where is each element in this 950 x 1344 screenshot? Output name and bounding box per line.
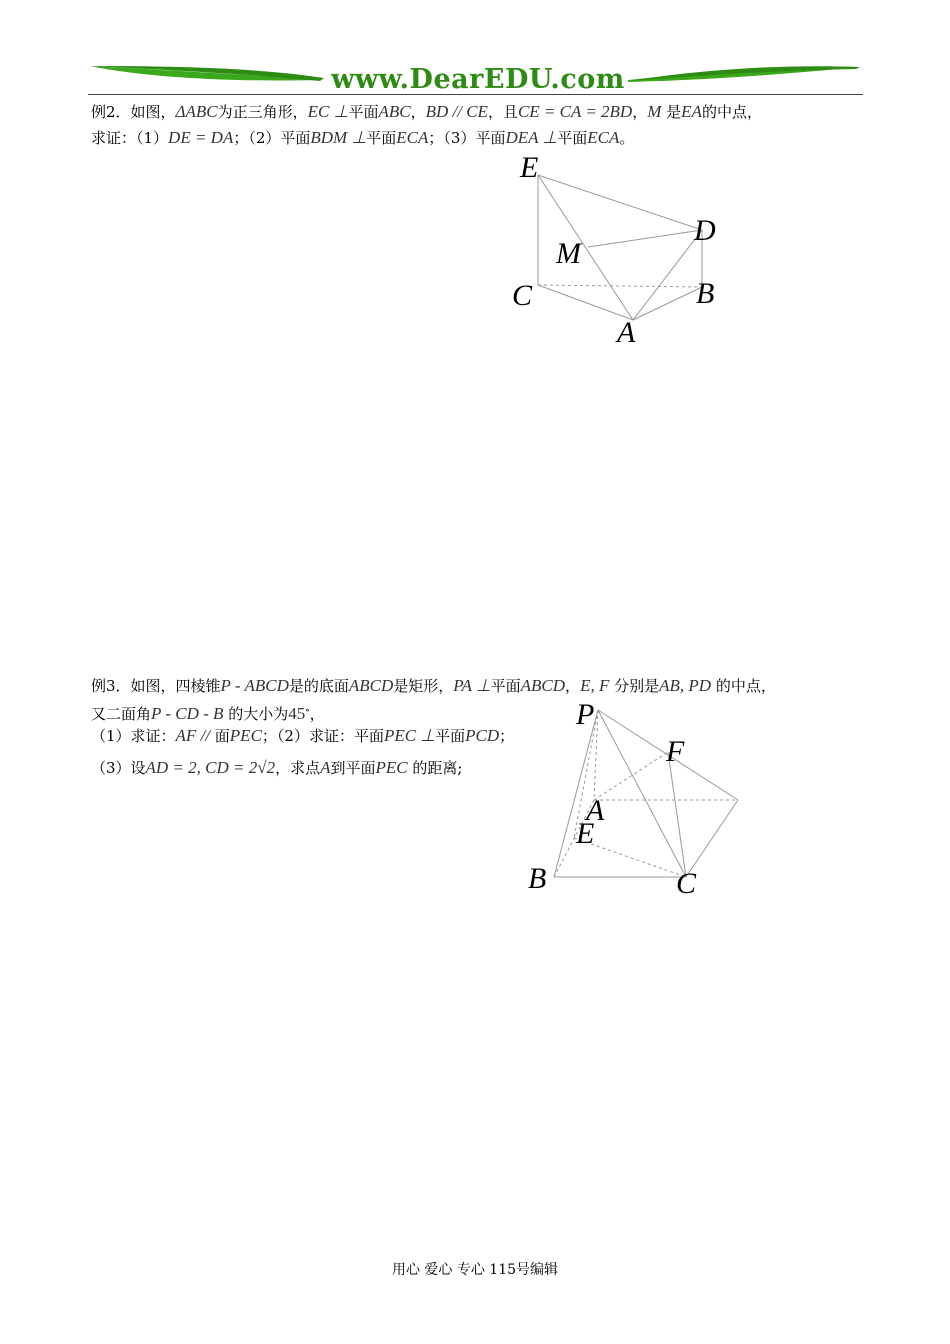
- vertex-label-A: A: [617, 316, 636, 349]
- ex2-l2-p4: 平面: [366, 129, 397, 147]
- ex3-l3-p2: 面: [210, 727, 230, 745]
- ex3-l2-p2: 的大小为: [223, 705, 289, 723]
- ex3-l4-p5: PEC: [375, 758, 408, 777]
- example2-statement-line2: [91, 128, 634, 148]
- ex3-l1-p6: 平面: [490, 677, 521, 695]
- edge-DA: [633, 230, 702, 320]
- vertex-label-C: C: [512, 279, 533, 312]
- example3-statement-line4: [91, 758, 462, 778]
- ex2-l1-p2: 为正三角形，: [217, 103, 308, 121]
- ex3-l1-p2: 是的底面: [288, 677, 349, 695]
- vertex-label-B: B: [528, 862, 547, 895]
- ex3-l1-p3: ABCD: [348, 676, 394, 695]
- ex3-l3-p3: PEC: [229, 726, 262, 745]
- ex2-l1-p13: EA: [681, 102, 702, 121]
- ex2-l2-p8: 平面: [557, 129, 588, 147]
- ex3-l2-p4: ，: [309, 705, 325, 723]
- ex3-l1-p12: 的中点，: [711, 677, 776, 695]
- ex2-l2-p10: 。: [619, 129, 635, 147]
- ex2-l2-p3: BDM ⊥: [310, 128, 367, 147]
- ex2-l1-p11: M: [647, 102, 662, 121]
- ex2-l1-p8: ，且: [487, 103, 518, 121]
- ex3-l1-p11: AB, PD: [659, 676, 712, 695]
- ex3-l1-p8: ，: [565, 677, 581, 695]
- ex2-l2-p7: DEA ⊥: [505, 128, 558, 147]
- ex3-l1-p9: E, F: [580, 676, 610, 695]
- vertex-label-B: B: [696, 277, 715, 310]
- ex3-l3-p8: ；: [499, 727, 515, 745]
- ex3-l3-p5: PEC ⊥: [383, 726, 436, 745]
- ex3-l4-p1: AD = 2, CD = 2√2: [145, 758, 276, 777]
- edge-CB-hidden: [538, 285, 702, 287]
- edge-CF: [668, 752, 686, 877]
- ex3-l3-p1: AF //: [175, 726, 211, 745]
- ex3-l3-p7: PCD: [465, 726, 500, 745]
- ex2-l1-p1: ΔABC: [175, 102, 218, 121]
- ex2-l1-p5: ABC: [378, 102, 411, 121]
- ex2-l1-p9: CE = CA = 2BD: [517, 102, 633, 121]
- example3-statement-line2: 又二面角P - CD - B 的大小为45∘，: [91, 704, 325, 723]
- ex3-l2-p1: P - CD - B: [151, 704, 224, 723]
- ex2-l2-p2: ；（2）平面: [233, 129, 311, 147]
- ex3-l3-p0: （1）求证：: [91, 727, 176, 745]
- ex2-l2-p5: ECA: [396, 128, 429, 147]
- header-divider: [88, 94, 863, 95]
- vertex-label-C: C: [676, 867, 697, 900]
- vertex-label-A: A: [586, 794, 605, 827]
- vertex-label-F: F: [666, 735, 685, 768]
- ex3-l2-p0: 又二面角: [91, 705, 152, 723]
- edge-EA: [538, 175, 633, 320]
- ex2-l1-p10: ，: [632, 103, 648, 121]
- ex2-l1-p4: 平面: [348, 103, 379, 121]
- ex3-l1-p5: PA ⊥: [453, 676, 491, 695]
- ex3-l4-p2: ，求点: [275, 759, 321, 777]
- vertex-label-D: D: [694, 214, 716, 247]
- vertex-label-M: M: [556, 237, 581, 270]
- ex2-l1-p14: 的中点，: [701, 103, 762, 121]
- edge-MD: [588, 230, 702, 247]
- edge-CD: [686, 800, 738, 877]
- ex3-l3-p4: ；（2）求证：平面: [261, 727, 384, 745]
- ex2-l1-p12: 是: [661, 103, 682, 121]
- ex3-l4-p6: 的距离;: [407, 759, 463, 777]
- edge-ED: [538, 175, 702, 230]
- ex2-l2-p0: 求证：（1）: [91, 129, 169, 147]
- ex3-l1-p4: 是矩形，: [393, 677, 454, 695]
- ex2-l1-p3: EC ⊥: [307, 102, 349, 121]
- ex2-l2-p6: ；（3）平面: [428, 129, 506, 147]
- page-footer: 用心 爱心 专心 115号编辑: [391, 1262, 559, 1278]
- ex3-l1-p10: 分别是: [609, 677, 660, 695]
- ex3-l4-p0: （3）设: [91, 759, 146, 777]
- vertex-label-P: P: [576, 698, 595, 731]
- example3-statement-line3: [91, 726, 514, 746]
- site-header-banner: [88, 60, 863, 96]
- vertex-label-E: E: [520, 151, 539, 184]
- ex3-l1-p0: 例3．如图，四棱锥: [91, 677, 221, 695]
- ex2-l1-p6: ，: [410, 103, 426, 121]
- edge-AF-hidden: [594, 752, 668, 800]
- example2-statement-line1: [91, 102, 762, 122]
- ex3-l1-p7: ABCD: [520, 676, 566, 695]
- example3-pyramid-figure: [520, 690, 760, 910]
- site-brand-logo: www.DearEDU.com: [331, 64, 625, 95]
- ex3-l2-p3: 45: [288, 704, 306, 723]
- ex2-l1-p7: BD // CE: [425, 102, 488, 121]
- ex3-l1-p1: P - ABCD: [220, 676, 289, 695]
- ex2-l2-p9: ECA: [587, 128, 620, 147]
- ex2-l2-p1: DE = DA: [168, 128, 234, 147]
- ex2-l1-p0: 例2．如图，: [91, 103, 176, 121]
- ex3-l4-p3: A: [320, 758, 331, 777]
- edge-BA: [633, 287, 702, 320]
- example2-geometry-figure: [500, 150, 760, 350]
- vertex-label-E: E: [576, 817, 595, 850]
- edge-CA: [538, 285, 633, 320]
- ex3-l3-p6: 平面: [435, 727, 466, 745]
- ex3-l4-p4: 到平面: [330, 759, 376, 777]
